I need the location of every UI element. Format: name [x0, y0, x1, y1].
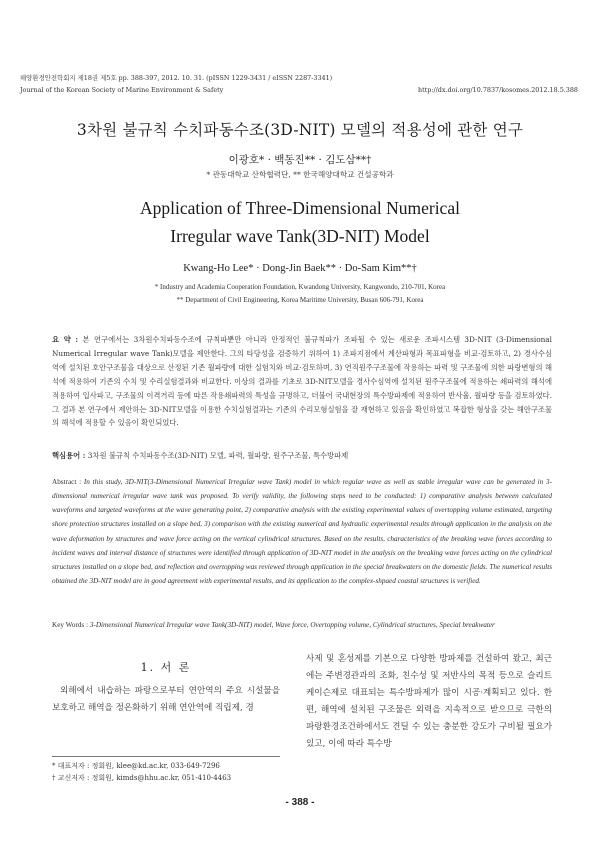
english-affiliation-1: * Industry and Academia Cooperation Foundation, Kwandong University, Kangwondo, 210-701, Korea [154, 283, 446, 291]
english-abstract-text: In this study, 3D-NIT(3-Dimensional Numerical Irregular wave Tank) model in which regular wave as well as stable irregular wave can be generated in 3-dimensional numerical irregular wave tank was proposed. To verify validity, the following steps need to be conducted: 1) comparative analysis between calculated waveforms and targeted waveforms at the wave generating point, 2) comparative analysis with the existing experimental values of overtopping volume estimated, targeting shore protection structures installed on a slope bed, 3) comparison with the existing numerical and hydraulic experimental results through application in the analysis on the wave deformation by structures and wave force acting on the vertical cylindrical structures. Based on the results, characteristics of the breaking wave forces according to incident waves and interval distance of structures were identified through application of 3D-NIT model in the analysis on the breaking wave forces acting on the cylindrical structures installed on a slope bed, and reflection and overtopping was reviewed through application in the special breakwaters on the domestic fields. The numerical results obtained the 3D-NIT model are in good agreement with experimental results, and its application to the complex-shpaed coastal structures is verified. [52, 478, 553, 586]
english-keywords [52, 621, 552, 629]
korean-abstract [52, 333, 552, 430]
korean-affiliation: * 관동대학교 산학협력단, ** 한국해양대학교 건설공학과 [206, 170, 394, 179]
footnote-corresponding-author: † 교신저자 : 정회원, kimds@hhu.ac.kr, 051-410-4463 [52, 774, 232, 782]
korean-keywords-label: 핵심용어 : [52, 451, 86, 460]
english-affiliation-2: ** Department of Civil Engineering, Korea Maritime University, Busan 606-791, Korea [176, 296, 424, 304]
english-keywords-label: Key Words : [52, 621, 89, 629]
korean-abstract-text: 본 연구에서는 3차원수치파동수조에 규칙파뿐만 아니라 안정적인 불규칙파가 조파될 수 있는 새로운 조파시스템 3D-NIT (3-Dimensional Numerical Irregular wave Tank)모델을 제안한다. 그의 타당성을 검증하기 위하여 1) 조파지점에서 계산파형과 목표파형을 비교·검토하고, 2) 경사수심역에 설치된 호안구조물을 대상으로 산정된 기존 월파량에 대한 실험치와 비교·검토하며, 3) 연직원주구조물에 작용하는 파력 및 구조물에 의한 파랑변형의 해석에 적용하여 기존의 수치 및 수리실험결과와 비교한다. 이상의 결과를 기초로 3D-NIT모델을 경사수심역에 설치된 원주구조물에 적용하는 쇄파력의 해석에 적용하여 입사파고, 구조물의 이격거리 등에 따른 작용쇄파력의 특성을 규명하고, 더불어 국내현장의 특수방파제에 적용하여 반사율, 월파량 등을 검토하였다. 그 결과 본 연구에서 제안하는 3D-NIT모델을 이용한 수치실험결과는 기존의 수리모형실험을 잘 재현하고 있음을 확인하였고 복잡한 형상을 갖는 해안구조물의 해석에 적용할 수 있음이 확인되었다. [52, 335, 552, 428]
english-title-line2: Irregular wave Tank(3D-NIT) Model [170, 226, 430, 246]
footnote-divider [52, 756, 280, 757]
english-keywords-text: 3-Dimensional Numerical Irregular wave Tank(3D-NIT) model, Wave force, Overtopping volume, Cylindrical structures, Special breakwater [89, 621, 495, 629]
journal-citation: 해양환경안전학회지 제18권 제5호 pp. 388-397, 2012. 10. 31. (pISSN 1229-3431 / eISSN 2287-3341) [20, 74, 333, 82]
page-number: - 388 - [285, 797, 315, 808]
english-abstract [52, 475, 552, 588]
intro-left-column: 외해에서 내습하는 파랑으로부터 연안역의 주요 시설물을 보호하고 해역을 정온화하기 위해 연안역에 직립제, 경 [52, 686, 280, 713]
korean-keywords [52, 451, 552, 461]
korean-title: 3차원 불규칙 수치파동수조(3D-NIT) 모델의 적용성에 관한 연구 [76, 121, 524, 139]
korean-authors: 이광호* · 백동진** · 김도삼**† [228, 154, 372, 166]
english-authors: Kwang-Ho Lee* · Dong-Jin Baek** · Do-Sam Kim**† [183, 263, 417, 274]
english-title-line1: Application of Three-Dimensional Numerical [140, 198, 460, 218]
korean-keywords-text: 3차원 불규칙 수치파동수조(3D-NIT) 모델, 파력, 월파량, 원주구조물, 특수방파제 [87, 451, 349, 460]
journal-name: Journal of the Korean Society of Marine Environment & Safety [20, 86, 224, 94]
footnote-first-author: * 대표저자 : 정회원, klee@kd.ac.kr, 033-649-7296 [52, 762, 220, 770]
intro-right-column: 사제 및 혼성제를 기본으로 다양한 방파제를 건설하여 왔고, 최근에는 주변경관과의 조화, 친수성 및 저반사의 목적 등으로 슬리트케이슨제로 대표되는 특수방파제가 많이 시공·계획되고 있다. 한편, 해역에 설치된 구조물은 외력을 지속적으로 받으므로 극한의 파랑환경조건하에서도 견딜 수 있는 충분한 강도가 구비될 필요가 있고, 이에 따라 특수방 [306, 654, 552, 749]
english-abstract-label: Abstract : [52, 478, 82, 486]
section-heading: 1. 서 론 [140, 661, 192, 674]
doi-link[interactable]: http://dx.doi.org/10.7837/kosomes.2012.18.5.388 [417, 86, 578, 94]
korean-abstract-label: 요 약 : [52, 335, 79, 344]
